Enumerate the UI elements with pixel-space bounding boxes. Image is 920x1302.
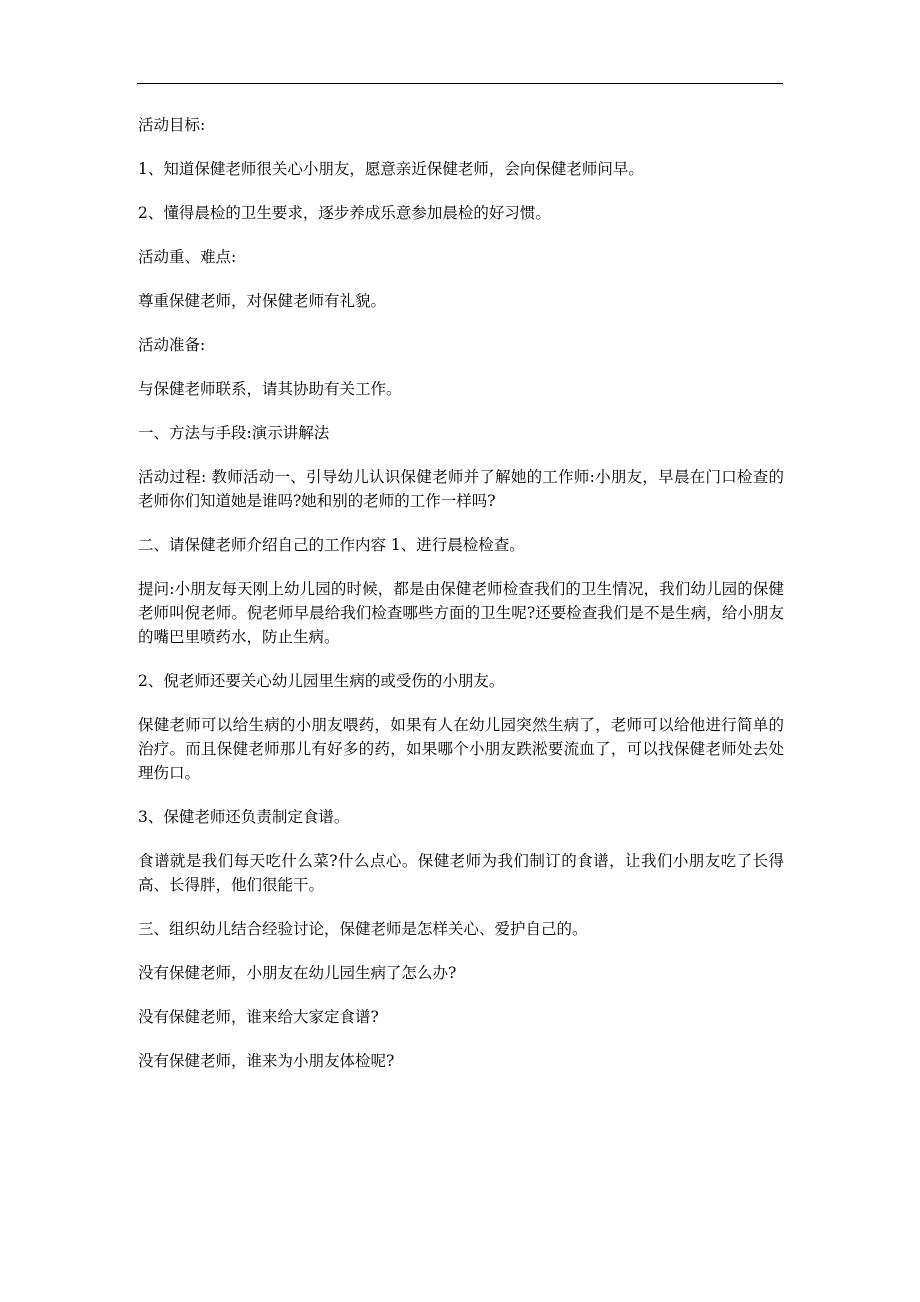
discussion-question-1: 没有保健老师，小朋友在幼儿园生病了怎么办? — [138, 964, 457, 982]
discussion-question-2: 没有保健老师，谁来给大家定食谱? — [138, 1008, 379, 1026]
discussion-question-3: 没有保健老师，谁来为小朋友体检呢? — [138, 1052, 395, 1070]
goal-item-1: 1、知道保健老师很关心小朋友，愿意亲近保健老师，会向保健老师问早。 — [138, 160, 644, 178]
header-rule — [137, 83, 783, 84]
section-methods: 一、方法与手段:演示讲解法 — [138, 424, 330, 442]
preparation-text: 与保健老师联系，请其协助有关工作。 — [138, 380, 402, 398]
section-three-heading: 三、组织幼儿结合经验讨论，保健老师是怎样关心、爱护自己的。 — [138, 920, 588, 938]
question-paragraph: 提问:小朋友每天刚上幼儿园的时候，都是由保健老师检查我们的卫生情况，我们幼儿园的保健老师叫倪老师。倪老师早晨给我们检查哪些方面的卫生呢?还要检查我们是不是生病，给小朋友的嘴巴里喷药水，防止生病。 — [138, 580, 784, 646]
item-2-care: 2、倪老师还要关心幼儿园里生病的或受伤的小朋友。 — [138, 672, 505, 690]
heading-preparation: 活动准备: — [138, 336, 206, 354]
menu-description: 食谱就是我们每天吃什么菜?什么点心。保健老师为我们制订的食谱，让我们小朋友吃了长得高、长得胖，他们很能干。 — [138, 852, 784, 894]
process-intro: 活动过程: 教师活动一、引导幼儿认识保健老师并了解她的工作师:小朋友，早晨在门口检查的老师你们知道她是谁吗?她和别的老师的工作一样吗? — [138, 468, 784, 510]
key-points-text: 尊重保健老师，对保健老师有礼貌。 — [138, 292, 387, 310]
item-3-menu: 3、保健老师还负责制定食谱。 — [138, 808, 350, 826]
document-body — [138, 113, 784, 1093]
heading-key-points: 活动重、难点: — [138, 248, 237, 266]
section-two-heading: 二、请保健老师介绍自己的工作内容 1、进行晨检检查。 — [138, 536, 525, 554]
heading-activity-goals: 活动目标: — [138, 116, 206, 134]
goal-item-2: 2、懂得晨检的卫生要求，逐步养成乐意参加晨检的好习惯。 — [138, 204, 551, 222]
care-description: 保健老师可以给生病的小朋友喂药，如果有人在幼儿园突然生病了，老师可以给他进行简单的治疗。而且保健老师那儿有好多的药，如果哪个小朋友跌淞要流血了，可以找保健老师处去处理伤口。 — [138, 716, 784, 782]
